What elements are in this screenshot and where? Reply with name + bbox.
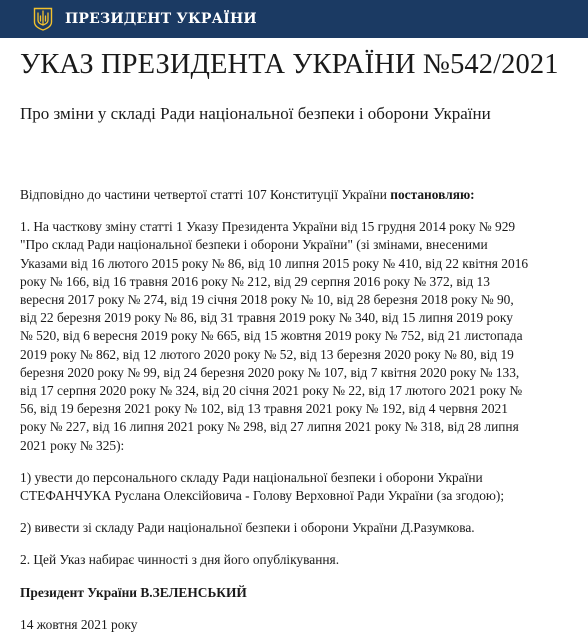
trident-emblem-icon[interactable]	[33, 7, 53, 31]
item1-line: вересня 2017 року № 274, від 19 січня 2018 року № 10, від 28 березня 2018 року № 90,	[20, 292, 514, 308]
page-title: УКАЗ ПРЕЗИДЕНТА УКРАЇНИ №542/2021	[20, 49, 559, 80]
item1-line: від 17 серпня 2020 року № 324, від 20 січня 2021 року № 22, від 17 лютого 2021 року №	[20, 383, 523, 399]
item1-line: № 520, від 6 вересня 2019 року № 665, від 15 жовтня 2019 року № 752, від 21 листопада	[20, 328, 523, 344]
decree-subitem-2	[20, 519, 582, 537]
decree-item-1	[20, 218, 582, 455]
date-text: 14 жовтня 2021 року	[20, 616, 138, 632]
signature	[20, 584, 582, 602]
page-subtitle: Про зміни у складі Ради національної безпеки і оборони України	[20, 104, 491, 123]
decree-date	[20, 616, 582, 634]
item1-line: року № 166, від 16 травня 2016 року № 212, від 29 серпня 2016 року № 372, від 13	[20, 273, 490, 289]
item1-line: 2021 року № 325):	[20, 437, 125, 453]
decree-intro	[20, 186, 582, 204]
signature-text: Президент України В.ЗЕЛЕНСЬКИЙ	[20, 584, 247, 600]
intro-text: Відповідно до частини четвертої статті 107 Конституції України	[20, 187, 391, 202]
decree-item-2	[20, 551, 582, 569]
item2-line: 2. Цей Указ набирає чинності з дня його опублікування.	[20, 552, 340, 568]
item1-line: березня 2020 року № 99, від 24 березня 2020 року № 107, від 7 квітня 2020 року № 133,	[20, 364, 520, 380]
site-name-link[interactable]: ПРЕЗИДЕНТ УКРАЇНИ	[65, 11, 257, 27]
item1-line: "Про склад Ради національної безпеки і оборони України" (зі змінами, внесеними	[20, 237, 488, 253]
item1-line: року № 227, від 16 липня 2021 року № 298, від 27 липня 2021 року № 318, від 28 липня	[20, 419, 519, 435]
decree-body	[20, 186, 582, 634]
item1-line: Указами від 16 лютого 2015 року № 86, від 10 липня 2015 року № 410, від 22 квітня 2016	[20, 255, 529, 271]
sub1-line: СТЕФАНЧУКА Руслана Олексійовича - Голову Верховної Ради України (за згодою);	[20, 488, 505, 504]
item1-line: 56, від 19 березня 2021 року № 102, від 13 травня 2021 року № 192, від 4 червня 2021	[20, 401, 508, 417]
site-header	[0, 0, 588, 38]
item1-line: від 22 березня 2019 року № 86, від 31 травня 2019 року № 340, від 15 липня 2019 року	[20, 310, 513, 326]
intro-emphasis: постановляю:	[390, 187, 475, 202]
item1-line: 1. На часткову зміну статті 1 Указу Президента України від 15 грудня 2014 року № 929	[20, 219, 516, 235]
sub1-line: 1) увести до персонального складу Ради національної безпеки і оборони України	[20, 469, 483, 485]
decree-subitem-1	[20, 469, 582, 505]
item1-line: 2019 року № 862, від 12 лютого 2020 року № 52, від 13 березня 2020 року № 80, від 19	[20, 346, 514, 362]
sub2-line: 2) вивести зі складу Ради національної безпеки і оборони України Д.Разумкова.	[20, 520, 475, 536]
